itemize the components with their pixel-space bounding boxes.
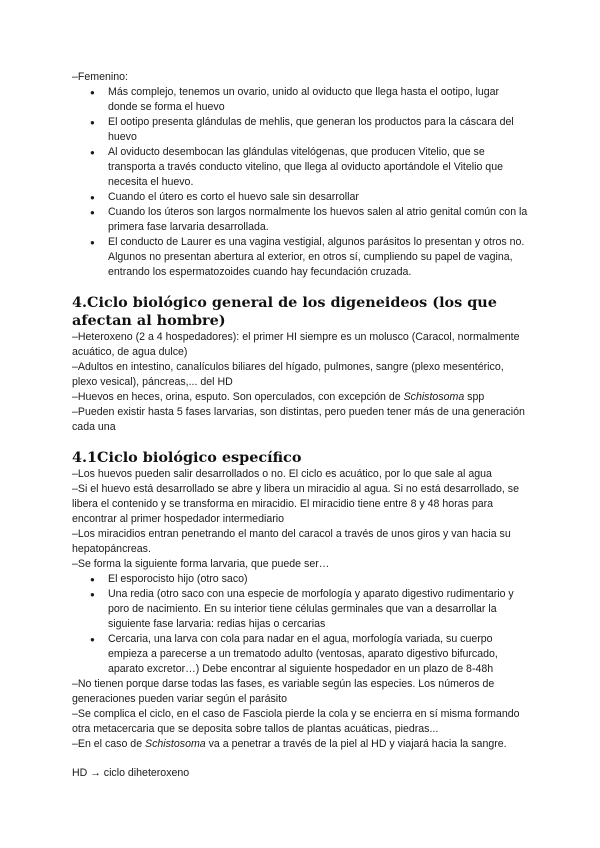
list-item: ● El conducto de Laurer es una vagina vestigial, algunos parásitos lo presentan y otros no. Algunos no presentan abertura al exterior, en otros sí, cumpliendo su papel de vagina, entrando los espermatozoides cuando hay fecundación cruzada. <box>108 235 530 280</box>
text-run: spp <box>464 391 485 403</box>
text-run: va a penetrar a través de la piel al HD y viajará hacia la sangre. <box>205 738 507 750</box>
paragraph <box>72 737 530 752</box>
paragraph: –Heteroxeno (2 a 4 hospedadores): el primer HI siempre es un molusco (Caracol, normalmente acuático, de agua dulce) <box>72 331 520 358</box>
section-4-heading: 4.Ciclo biológico general de los digeneideos (los que afectan al hombre) <box>72 294 497 329</box>
text-run: –En el caso de <box>72 738 146 750</box>
paragraph <box>72 390 530 405</box>
list-item: ● Una redia (otro saco con una especie de morfología y aparato digestivo rudimentario y poro de nacimiento. En su interior tiene células germinales que van a desarrollar la siguiente fase larvaria: redias hijas o cercarias <box>108 587 530 632</box>
italic-genus-name: Schistosoma <box>403 391 465 403</box>
hd-cycle-note: HD → ciclo diheteroxeno <box>72 767 190 779</box>
text-run: –Huevos en heces, orina, esputo. Son operculados, con excepción de <box>72 391 404 403</box>
femenino-bullet-list <box>72 85 530 280</box>
paragraph: –Adultos en intestino, canalículos biliares del hígado, pulmones, sangre (plexo mesentérico, plexo vesical), páncreas,... del HD <box>72 361 504 388</box>
larval-forms-bullet-list <box>72 572 530 677</box>
femenino-intro: –Femenino: <box>72 71 128 83</box>
paragraph: –Se forma la siguiente forma larvaria, que puede ser… <box>72 558 330 570</box>
paragraph: –Los huevos pueden salir desarrollados o no. El ciclo es acuático, por lo que sale al agua <box>72 468 492 480</box>
paragraph: –Los miracidios entran penetrando el manto del caracol a través de unos giros y van hacia su hepatopáncreas. <box>72 528 511 555</box>
list-item: ● El esporocisto hijo (otro saco) <box>108 572 530 587</box>
list-item: ● Cuando el útero es corto el huevo sale sin desarrollar <box>108 190 530 205</box>
paragraph: –Si el huevo está desarrollado se abre y libera un miracidio al agua. Si no está desarrollado, se libera el contenido y se transforma en miracidio. El miracidio tiene entre 8 y 48 horas para encontrar al primer hospedador intermediario <box>72 483 519 525</box>
list-item: ● Al oviducto desembocan las glándulas vitelógenas, que producen Vitelio, que se transporta a través conducto vitelino, que llega al oviducto aportándole el Vitelio que necesita el huevo. <box>108 145 530 190</box>
paragraph: –Pueden existir hasta 5 fases larvarias, son distintas, pero pueden tener más de una generación cada una <box>72 406 525 433</box>
paragraph: –Se complica el ciclo, en el caso de Fasciola pierde la cola y se encierra en sí misma formando otra metacercaria que se deposita sobre tallos de plantas acuáticas, piedras... <box>72 708 520 735</box>
list-item: ● El ootipo presenta glándulas de mehlis, que generan los productos para la cáscara del huevo <box>108 115 530 145</box>
list-item: ● Cercaria, una larva con cola para nadar en el agua, morfología variada, su cuerpo empieza a parecerse a un trematodo adulto (ventosas, aparato digestivo bifurcado, aparato excretor…) Debe encontrar al siguiente hospedador en un plazo de 8-48h <box>108 632 530 677</box>
paragraph: –No tienen porque darse todas las fases, es variable según las especies. Los números de generaciones pueden variar según el parásito <box>72 678 495 705</box>
italic-genus-name: Schistosoma <box>145 738 206 750</box>
list-item: ● Más complejo, tenemos un ovario, unido al oviducto que llega hasta el ootipo, lugar donde se forma el huevo <box>108 85 530 115</box>
list-item: ● Cuando los úteros son largos normalmente los huevos salen al atrio genital común con la primera fase larvaria desarrollada. <box>108 205 530 235</box>
section-4-1-heading: 4.1Ciclo biológico específico <box>72 449 302 466</box>
